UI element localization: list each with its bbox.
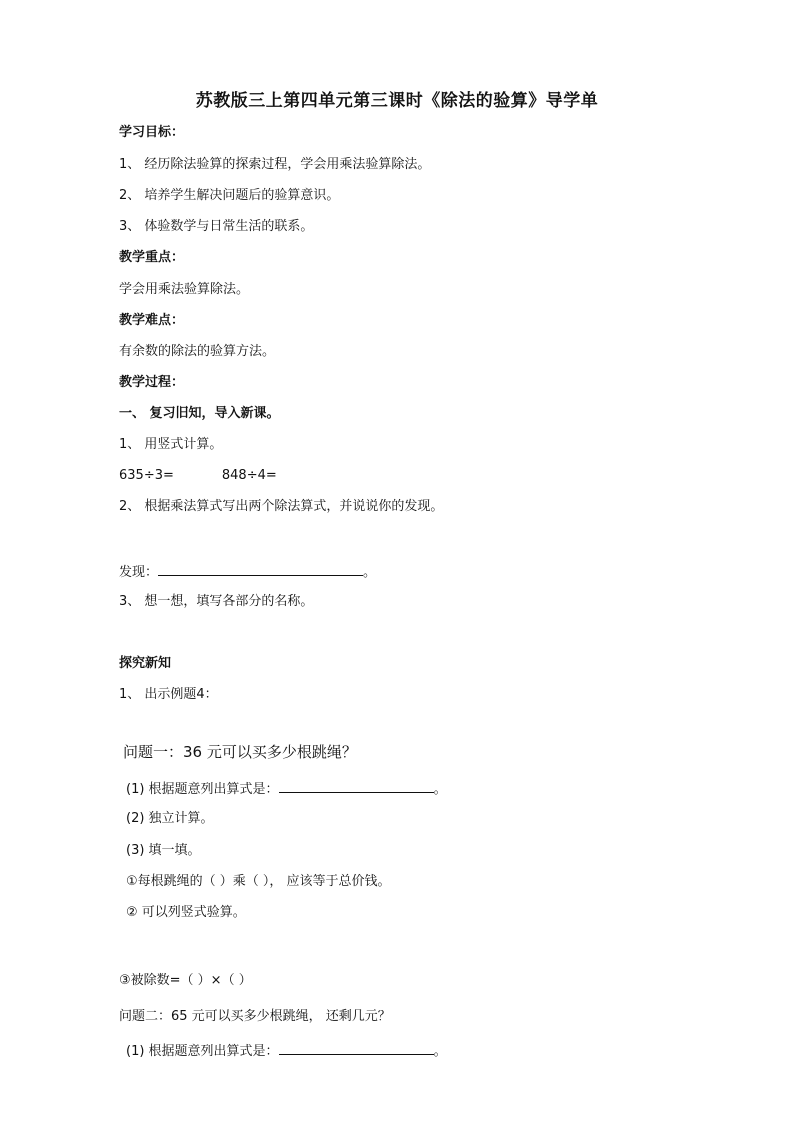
fill-item-2: ② 可以列竖式验算。 [126, 905, 246, 920]
calc-row [119, 467, 277, 485]
find-end: 。 [363, 565, 377, 580]
q1-step1-end: 。 [433, 782, 447, 797]
question-2: 问题二：65 元可以买多少根跳绳， 还剩几元？ [119, 1009, 391, 1024]
find-blank[interactable] [158, 561, 363, 576]
difficulty-text: 有余数的除法的验算方法。 [119, 344, 276, 359]
q1-step1-row [126, 778, 447, 799]
find-row [119, 561, 376, 582]
q1-step3: (3) 填一填。 [126, 843, 201, 858]
key-point-text: 学会用乘法验算除法。 [119, 282, 250, 297]
fill-item-3: ③被除数=（ ）×（ ） [119, 973, 252, 988]
find-label: 发现： [119, 565, 159, 580]
goal-item-1: 1、 经历除法验算的探索过程，学会用乘法验算除法。 [119, 157, 431, 172]
calc-a: 635÷3= [119, 468, 174, 483]
goals-heading: 学习目标： [119, 125, 185, 140]
explore-heading: 探究新知 [119, 656, 172, 671]
q1-answer-blank[interactable] [279, 778, 434, 793]
question-1: 问题一：36 元可以买多少根跳绳？ [123, 743, 357, 761]
q2-answer-blank[interactable] [279, 1040, 434, 1055]
q2-step1-end: 。 [433, 1044, 447, 1059]
task3-text: 3、 想一想，填写各部分的名称。 [119, 594, 314, 609]
section1-heading: 一、 复习旧知，导入新课。 [119, 406, 280, 421]
task2-text: 2、 根据乘法算式写出两个除法算式，并说说你的发现。 [119, 499, 444, 514]
q1-step1-label: (1) 根据题意列出算式是： [126, 782, 279, 797]
page-title: 苏教版三上第四单元第三课时《除法的验算》导学单 [195, 91, 599, 111]
difficulty-heading: 教学难点： [119, 313, 185, 328]
key-point-heading: 教学重点： [119, 250, 185, 265]
process-heading: 教学过程： [119, 375, 185, 390]
q1-step2: (2) 独立计算。 [126, 811, 214, 826]
example-item: 1、 出示例题4： [119, 687, 218, 702]
q2-step1-label: (1) 根据题意列出算式是： [126, 1044, 279, 1059]
goal-item-2: 2、 培养学生解决问题后的验算意识。 [119, 188, 340, 203]
fill-item-1: ①每根跳绳的（ ）乘（ ）， 应该等于总价钱。 [126, 874, 391, 889]
calc-b: 848÷4= [221, 468, 277, 483]
goal-item-3: 3、 体验数学与日常生活的联系。 [119, 219, 314, 234]
q2-step1-row [126, 1040, 447, 1061]
task1-text: 1、 用竖式计算。 [119, 437, 223, 452]
